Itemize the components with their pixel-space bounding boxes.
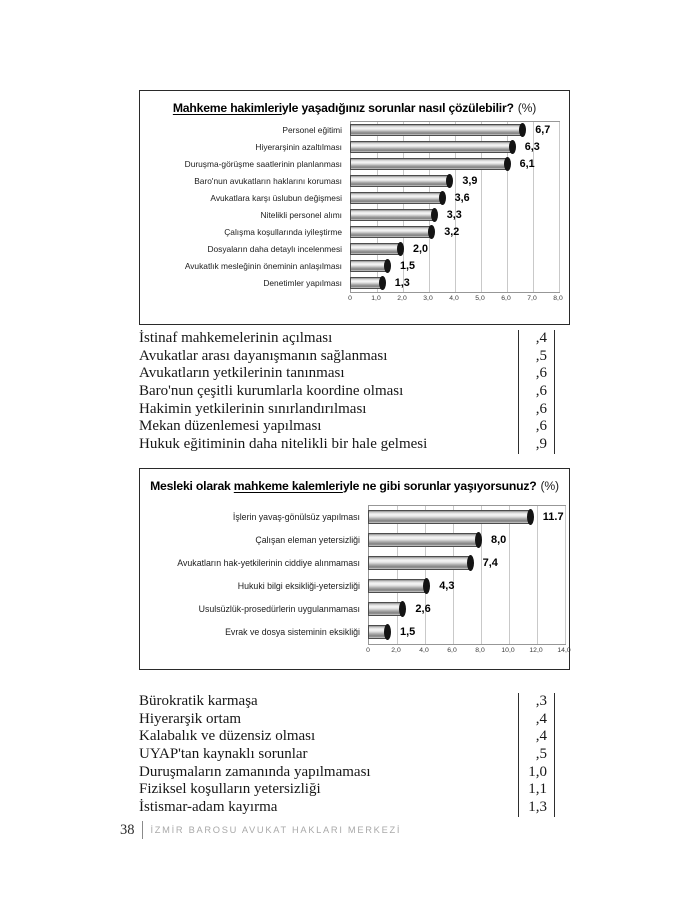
list-row xyxy=(139,693,555,711)
clerks-problems-overflow-list xyxy=(139,693,555,817)
axis-tick-label: 5,0 xyxy=(475,295,485,302)
bar xyxy=(350,124,524,136)
chart-row xyxy=(148,138,565,155)
list-item-label: Duruşmaların zamanında yapılmaması xyxy=(139,763,371,780)
bar-category-label: Çalışma koşullarında iyileştirme xyxy=(224,226,342,237)
list-item-value: ,6 xyxy=(518,418,555,436)
bar-category-label: Avukatlara karşı üslubun değişmesi xyxy=(210,192,342,203)
axis-tick-label: 10,0 xyxy=(501,647,515,654)
axis-tick-label: 4,0 xyxy=(419,647,429,654)
list-row xyxy=(139,330,555,348)
chart-row xyxy=(148,257,565,274)
chart2-x-axis xyxy=(366,647,571,659)
judges-solutions-overflow-list xyxy=(139,330,555,454)
bar-value-label: 3,3 xyxy=(446,208,462,221)
bar-area xyxy=(368,597,565,620)
bar-value-label: 6,3 xyxy=(524,140,540,153)
list-item-value: ,4 xyxy=(518,728,555,746)
list-item-label: Kalabalık ve düzensiz olması xyxy=(139,728,316,745)
list-row xyxy=(139,711,555,729)
chart2-title xyxy=(140,479,569,493)
bar-area xyxy=(350,257,565,274)
chart-row xyxy=(148,505,565,528)
bar-value-label: 6,7 xyxy=(535,123,551,136)
bar-value-label: 1,5 xyxy=(400,625,416,638)
list-item-value: ,6 xyxy=(518,365,555,383)
bar-value-label: 11.7 xyxy=(542,510,564,523)
chart2-title-pre: Mesleki olarak xyxy=(150,479,234,493)
chart-row xyxy=(148,597,565,620)
bar xyxy=(368,602,404,616)
chart-row xyxy=(148,551,565,574)
list-item-value: ,6 xyxy=(518,401,555,419)
list-row xyxy=(139,799,555,817)
footer-divider xyxy=(142,821,143,839)
list-item-label: Hiyerarşik ortam xyxy=(139,710,242,727)
list-item-value: 1,3 xyxy=(518,799,555,817)
bar xyxy=(368,533,480,547)
list-row xyxy=(139,348,555,366)
bar-category-label: Evrak ve dosya sisteminin eksikliği xyxy=(225,626,360,637)
axis-tick-label: 4,0 xyxy=(449,295,459,302)
bar-category-label: Avukatlık mesleğinin öneminin anlaşılması xyxy=(184,260,342,271)
chart-row xyxy=(148,574,565,597)
axis-tick-label: 6,0 xyxy=(447,647,457,654)
axis-tick-label: 7,0 xyxy=(527,295,537,302)
bar-area xyxy=(350,206,565,223)
chart-row xyxy=(148,240,565,257)
bar xyxy=(350,226,433,238)
bar-value-label: 3,9 xyxy=(462,174,478,187)
chart1-x-axis xyxy=(348,295,563,307)
list-item-label: Fiziksel koşulların yetersizliği xyxy=(139,781,321,798)
list-item-value: ,4 xyxy=(518,711,555,729)
bar-area xyxy=(350,155,565,172)
bar-area xyxy=(350,274,565,291)
bar-value-label: 2,0 xyxy=(413,242,429,255)
footer-text: İZMİR BAROSU AVUKAT HAKLARI MERKEZİ xyxy=(150,825,402,835)
list-row xyxy=(139,365,555,383)
bar xyxy=(350,192,444,204)
bar-value-label: 4,3 xyxy=(439,579,455,592)
bar xyxy=(350,277,384,289)
bar-area xyxy=(350,223,565,240)
chart2-title-underlined: mahkeme kalemleri xyxy=(233,479,343,493)
axis-tick-label: 2,0 xyxy=(397,295,407,302)
chart1-title-percent: (%) xyxy=(517,101,537,115)
chart-row xyxy=(148,206,565,223)
list-item-value: ,3 xyxy=(518,693,555,711)
bar-category-label: Duruşma-görüşme saatlerinin planlanması xyxy=(184,158,342,169)
bar-value-label: 7,4 xyxy=(482,556,498,569)
bar-category-label: Hukuki bilgi eksikliği-yetersizliği xyxy=(237,580,360,591)
axis-tick-label: 0 xyxy=(348,295,352,302)
bar-category-label: İşlerin yavaş-gönülsüz yapılması xyxy=(232,511,360,522)
list-item-value: ,4 xyxy=(518,330,555,348)
bar xyxy=(368,579,428,593)
list-item-label: Avukatların yetkilerinin tanınması xyxy=(139,365,345,382)
chart-row xyxy=(148,155,565,172)
list-item-value: 1,0 xyxy=(518,764,555,782)
chart2-title-percent: (%) xyxy=(540,479,559,493)
bar-value-label: 3,2 xyxy=(444,225,460,238)
bar-area xyxy=(368,620,565,643)
chart-row xyxy=(148,274,565,291)
bar-area xyxy=(350,121,565,138)
axis-tick-label: 1,0 xyxy=(371,295,381,302)
list-row xyxy=(139,728,555,746)
bar-value-label: 8,0 xyxy=(491,533,507,546)
bar xyxy=(350,141,514,153)
list-item-value: ,6 xyxy=(518,383,555,401)
chart-row xyxy=(148,172,565,189)
chart-row xyxy=(148,620,565,643)
bar-category-label: Avukatların hak-yetkilerinin ciddiye alınmaması xyxy=(177,557,360,568)
bar-area xyxy=(350,189,565,206)
chart1-title xyxy=(140,101,569,115)
bar xyxy=(368,625,389,639)
list-item-label: UYAP'tan kaynaklı sorunlar xyxy=(139,746,308,763)
bar-category-label: Baro'nun avukatların haklarını koruması xyxy=(194,175,342,186)
bar-area xyxy=(368,528,565,551)
list-item-label: Mekan düzenlemesi yapılması xyxy=(139,418,322,435)
list-row xyxy=(139,383,555,401)
bar-value-label: 3,6 xyxy=(454,191,470,204)
list-row xyxy=(139,746,555,764)
bar-value-label: 2,6 xyxy=(415,602,431,615)
chart-row xyxy=(148,223,565,240)
bar-area xyxy=(368,505,565,528)
page-footer xyxy=(120,820,401,840)
chart1-bars xyxy=(148,121,565,291)
list-row xyxy=(139,436,555,454)
axis-tick-label: 12,0 xyxy=(529,647,543,654)
bar-value-label: 6,1 xyxy=(519,157,535,170)
list-row xyxy=(139,418,555,436)
list-item-label: Bürokratik karmaşa xyxy=(139,693,258,709)
bar-category-label: Hiyerarşinin azaltılması xyxy=(255,141,342,152)
bar-category-label: Personel eğitimi xyxy=(282,124,342,135)
chart-court-clerks-problems xyxy=(139,468,570,670)
page-number: 38 xyxy=(120,821,135,838)
axis-tick-label: 2,0 xyxy=(391,647,401,654)
bar xyxy=(350,175,451,187)
bar-area xyxy=(350,172,565,189)
bar-category-label: Dosyaların daha detaylı incelenmesi xyxy=(207,243,342,254)
list-item-value: ,5 xyxy=(518,746,555,764)
bar xyxy=(350,158,509,170)
bar xyxy=(368,510,532,524)
list-row xyxy=(139,401,555,419)
chart-row xyxy=(148,121,565,138)
axis-tick-label: 6,0 xyxy=(501,295,511,302)
list-item-label: Hakimin yetkilerinin sınırlandırılması xyxy=(139,400,367,417)
list-item-label: İstismar-adam kayırma xyxy=(139,799,278,816)
chart2-bars xyxy=(148,505,565,643)
axis-tick-label: 8,0 xyxy=(475,647,485,654)
bar-area xyxy=(350,138,565,155)
bar-area xyxy=(368,551,565,574)
axis-tick-label: 14,0 xyxy=(557,647,571,654)
axis-tick-label: 0 xyxy=(366,647,370,654)
bar-value-label: 1,3 xyxy=(394,276,410,289)
chart2-title-rest: yle ne gibi sorunlar yaşıyorsunuz? xyxy=(342,479,537,493)
list-item-label: Hukuk eğitiminin daha nitelikli bir hale gelmesi xyxy=(139,436,428,453)
chart1-title-rest: yle yaşadığınız sorunlar nasıl çözülebilir? xyxy=(281,101,514,115)
list-item-label: İstinaf mahkemelerinin açılması xyxy=(139,330,333,346)
bar-category-label: Çalışan eleman yetersizliği xyxy=(255,534,360,545)
list-item-value: ,9 xyxy=(518,436,555,454)
bar-category-label: Usulsüzlük-prosedürlerin uygulanmaması xyxy=(198,603,360,614)
axis-tick-label: 3,0 xyxy=(423,295,433,302)
bar-area xyxy=(368,574,565,597)
list-item-label: Avukatlar arası dayanışmanın sağlanması xyxy=(139,347,388,364)
bar xyxy=(350,209,436,221)
bar xyxy=(368,556,472,570)
list-item-value: ,5 xyxy=(518,348,555,366)
chart-row xyxy=(148,189,565,206)
axis-tick-label: 8,0 xyxy=(553,295,563,302)
chart1-title-underlined: Mahkeme hakimleri xyxy=(172,101,282,115)
bar-category-label: Nitelikli personel alımı xyxy=(260,209,342,220)
list-row xyxy=(139,781,555,799)
chart-judges-solutions xyxy=(139,90,570,325)
list-row xyxy=(139,764,555,782)
bar-category-label: Denetimler yapılması xyxy=(263,277,342,288)
list-item-value: 1,1 xyxy=(518,781,555,799)
chart-row xyxy=(148,528,565,551)
bar xyxy=(350,260,389,272)
bar xyxy=(350,243,402,255)
bar-area xyxy=(350,240,565,257)
list-item-label: Baro'nun çeşitli kurumlarla koordine olması xyxy=(139,383,404,400)
bar-value-label: 1,5 xyxy=(400,259,416,272)
